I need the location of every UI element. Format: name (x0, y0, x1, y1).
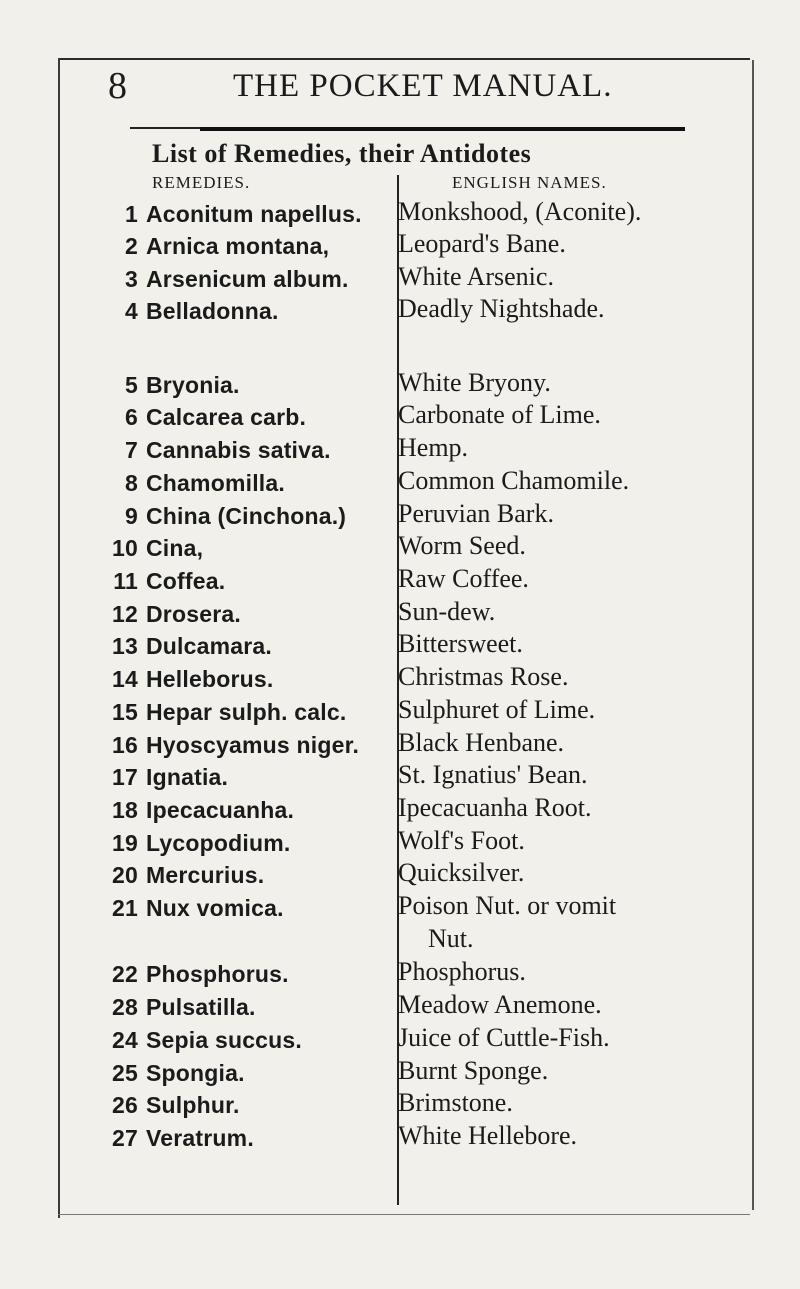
remedy-number: 10 (112, 535, 138, 561)
remedy-latin-name: Dulcamara. (146, 633, 273, 659)
remedy-latin-name: Phosphorus. (146, 961, 289, 987)
remedy-english-name: White Hellebore. (398, 1121, 578, 1150)
remedy-number: 2 (125, 233, 138, 259)
remedy-number: 16 (112, 732, 138, 758)
remedy-english-name: Quicksilver. (398, 858, 525, 887)
remedy-latin-name: Ignatia. (146, 764, 229, 790)
remedy-latin-name: Cina, (146, 535, 204, 561)
running-title: THE POCKET MANUAL. (233, 68, 613, 104)
list-title: List of Remedies, their Antidotes (152, 139, 532, 168)
remedy-number: 8 (125, 470, 138, 496)
remedy-english-name: Juice of Cuttle-Fish. (398, 1023, 610, 1052)
remedy-english-name: Christmas Rose. (398, 662, 569, 691)
remedy-number: 15 (112, 699, 138, 725)
remedy-latin-name: Sepia succus. (146, 1027, 303, 1053)
remedy-english-name: Hemp. (398, 433, 469, 462)
remedy-number: 9 (125, 503, 138, 529)
remedy-row-latin (100, 633, 272, 660)
remedy-row-latin (100, 201, 362, 228)
remedy-latin-name: Lycopodium. (146, 830, 291, 856)
remedy-row-latin (100, 233, 329, 260)
remedy-english-name: Phosphorus. (398, 957, 526, 986)
remedy-row-latin (100, 568, 225, 595)
remedy-number: 25 (112, 1060, 138, 1086)
remedy-english-name: Peruvian Bark. (398, 499, 554, 528)
remedy-latin-name: Calcarea carb. (146, 404, 307, 430)
page-header (108, 64, 628, 120)
remedy-english-name: Raw Coffee. (398, 564, 529, 593)
remedy-english-name: White Arsenic. (398, 262, 554, 291)
remedy-english-name: White Bryony. (398, 368, 551, 397)
remedy-number: 26 (112, 1092, 138, 1118)
remedy-latin-name: Hepar sulph. calc. (146, 699, 347, 725)
remedy-latin-name: Arnica montana, (146, 233, 330, 259)
remedy-number: 5 (125, 372, 138, 398)
remedy-number: 4 (125, 298, 138, 324)
remedy-number: 6 (125, 404, 138, 430)
remedy-number: 11 (113, 568, 138, 594)
remedy-latin-name: Pulsatilla. (146, 994, 256, 1020)
remedy-number: 18 (112, 797, 138, 823)
remedy-number: 14 (112, 666, 138, 692)
remedy-english-name: Black Henbane. (398, 728, 565, 757)
remedy-english-name: Ipecacuanha Root. (398, 793, 592, 822)
remedy-row-latin (100, 666, 273, 693)
remedy-number: 21 (112, 895, 138, 921)
remedy-row-latin (100, 797, 294, 824)
remedy-english-name: Burnt Sponge. (398, 1056, 549, 1085)
page-frame-bottom-border (58, 1214, 750, 1215)
remedy-number: 7 (125, 437, 138, 463)
remedy-latin-name: Nux vomica. (146, 895, 284, 921)
remedy-row-latin (100, 830, 290, 857)
remedy-english-name: Meadow Anemone. (398, 990, 602, 1019)
remedy-row-latin (100, 601, 241, 628)
remedy-english-name: Monkshood, (Aconite). (398, 197, 642, 226)
remedy-english-name: Brimstone. (398, 1088, 513, 1117)
remedy-number: 3 (125, 266, 138, 292)
remedy-english-name: St. Ignatius' Bean. (398, 760, 588, 789)
remedy-english-name: Worm Seed. (398, 531, 526, 560)
remedy-number: 19 (112, 830, 138, 856)
remedy-latin-name: Helleborus. (146, 666, 274, 692)
remedy-latin-name: Hyoscyamus niger. (146, 732, 360, 758)
remedy-latin-name: Bryonia. (146, 372, 240, 398)
remedy-number: 13 (112, 633, 138, 659)
remedy-row-latin (100, 862, 264, 889)
remedy-number: 20 (112, 862, 138, 888)
remedy-number: 28 (112, 994, 138, 1020)
remedy-row-latin (100, 994, 256, 1021)
remedy-row-latin (100, 372, 240, 399)
remedy-latin-name: Cannabis sativa. (146, 437, 331, 463)
remedy-english-name-continuation: Nut. (428, 924, 474, 953)
page-frame-top-border (58, 58, 750, 60)
remedy-english-name: Sun-dew. (398, 597, 496, 626)
remedy-latin-name: Ipecacuanha. (146, 797, 295, 823)
remedy-number: 22 (112, 961, 138, 987)
remedy-row-latin (100, 699, 346, 726)
remedy-number: 12 (112, 601, 138, 627)
page-number: 8 (108, 65, 127, 107)
remedy-row-latin (100, 470, 285, 497)
remedy-number: 27 (112, 1125, 138, 1151)
remedy-english-name: Sulphuret of Lime. (398, 695, 596, 724)
remedy-row-latin (100, 535, 203, 562)
english-names-column-header: ENGLISH NAMES. (452, 173, 607, 192)
remedy-english-name: Leopard's Bane. (398, 229, 566, 258)
header-rule-thick (200, 127, 685, 131)
remedy-latin-name: Mercurius. (146, 862, 265, 888)
remedy-row-latin (100, 298, 279, 325)
remedy-latin-name: Drosera. (146, 601, 241, 627)
remedy-row-latin (100, 764, 228, 791)
remedy-english-name: Common Chamomile. (398, 466, 630, 495)
remedy-english-name: Wolf's Foot. (398, 826, 525, 855)
remedy-row-latin (100, 266, 349, 293)
remedy-latin-name: Belladonna. (146, 298, 279, 324)
remedy-row-latin (100, 895, 284, 922)
page-frame-right-border (752, 60, 754, 1210)
remedy-row-latin (100, 1060, 245, 1087)
remedy-row-latin (100, 961, 289, 988)
remedy-english-name: Bittersweet. (398, 629, 523, 658)
remedies-column-header: REMEDIES. (152, 173, 251, 192)
remedy-number: 24 (112, 1027, 138, 1053)
remedy-row-latin (100, 437, 331, 464)
remedy-row-latin (100, 404, 306, 431)
remedy-latin-name: Aconitum napellus. (146, 201, 362, 227)
remedy-latin-name: Coffea. (146, 568, 226, 594)
remedy-row-latin (100, 1125, 254, 1152)
remedy-latin-name: Spongia. (146, 1060, 245, 1086)
remedy-english-name: Deadly Nightshade. (398, 294, 605, 323)
remedy-row-latin (100, 503, 346, 530)
remedy-latin-name: Chamomilla. (146, 470, 285, 496)
remedy-latin-name: China (Cinchona.) (146, 503, 347, 529)
remedy-row-latin (100, 1092, 240, 1119)
remedy-latin-name: Arsenicum album. (146, 266, 349, 292)
remedy-latin-name: Sulphur. (146, 1092, 240, 1118)
remedy-number: 1 (125, 201, 138, 227)
remedy-row-latin (100, 1027, 302, 1054)
remedy-latin-name: Veratrum. (146, 1125, 254, 1151)
page-frame-left-border (58, 58, 60, 1218)
remedy-number: 17 (112, 764, 138, 790)
remedy-english-name: Poison Nut. or vomit (398, 891, 617, 920)
remedy-row-latin (100, 732, 359, 759)
remedy-english-name: Carbonate of Lime. (398, 400, 601, 429)
